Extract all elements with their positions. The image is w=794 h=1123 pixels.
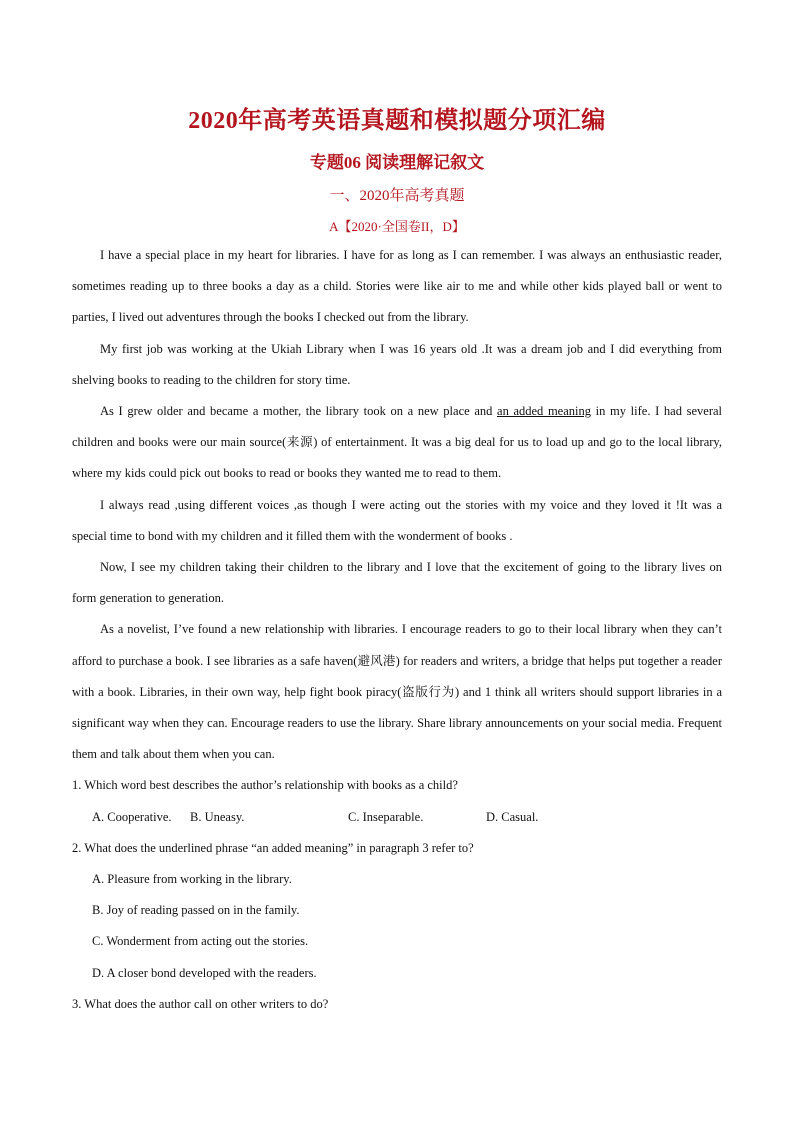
option-d: D. Casual. (486, 809, 539, 824)
reading-passage (72, 240, 722, 1020)
passage-source: A【2020·全国卷II，D】 (329, 219, 465, 234)
question-2-option-d: D. A closer bond developed with the readers. (92, 965, 317, 980)
question-2-option-b: B. Joy of reading passed on in the family. (92, 903, 300, 918)
paragraph-4: I always read ,using different voices ,as though I were acting out the stories with my voice and they loved it !It was a special time to bond with my children and it filled them with the wonderment of books . (72, 497, 722, 543)
paragraph-3-part-2: in my life. I had several children and books were our main source(来源) of entertainment. It was a big deal for us to load up and go to the local library, where my kids could pick out books to read or books they wanted me to read to them. (72, 404, 722, 481)
paragraph-5: Now, I see my children taking their children to the library and I love that the excitement of going to the library lives on form generation to generation. (72, 560, 722, 606)
option-c: C. Inseparable. (348, 809, 424, 824)
option-b: B. Uneasy. (190, 809, 245, 824)
question-2-option-c: C. Wonderment from acting out the stories. (92, 934, 309, 949)
paragraph-1: I have a special place in my heart for libraries. I have for as long as I can remember. I was always an enthusiastic reader, sometimes reading up to three books a day as a child. Stories were like air to me and while other kids played ball or went to parties, I lived out adventures through the books I checked out from the library. (72, 248, 722, 325)
section-heading: 一、2020年高考真题 (329, 188, 465, 204)
option-a: A. Cooperative. (92, 809, 172, 824)
document-title: 2020年高考英语真题和模拟题分项汇编 (188, 108, 606, 134)
paragraph-6: As a novelist, I’ve found a new relationship with libraries. I encourage readers to go to their local library when they can’t afford to purchase a book. I see libraries as a safe haven(避风港) for readers and writers, a bridge that helps put together a reader with a book. Libraries, in their own way, help fight book piracy(盗版行为) and 1 think all writers should support libraries in a significant way when they can. Encourage readers to use the library. Share library announcements on your social media. Frequent them and talk about them when you can. (72, 622, 722, 762)
question-2: 2. What does the underlined phrase “an added meaning” in paragraph 3 refer to? (72, 840, 474, 855)
topic-subtitle: 专题06 阅读理解记叙文 (309, 153, 485, 172)
question-3: 3. What does the author call on other writers to do? (72, 996, 329, 1011)
paragraph-2: My first job was working at the Ukiah Library when I was 16 years old .It was a dream job and I did everything from shelving books to reading to the children for story time. (72, 341, 722, 387)
question-2-option-a: A. Pleasure from working in the library. (92, 872, 292, 887)
question-1-options (72, 802, 722, 833)
paragraph-3-part-1: As I grew older and became a mother, the library took on a new place and (100, 404, 498, 419)
underlined-phrase: an added meaning (497, 404, 592, 419)
question-1: 1. Which word best describes the author’s relationship with books as a child? (72, 778, 458, 793)
paragraph-3 (72, 396, 722, 490)
